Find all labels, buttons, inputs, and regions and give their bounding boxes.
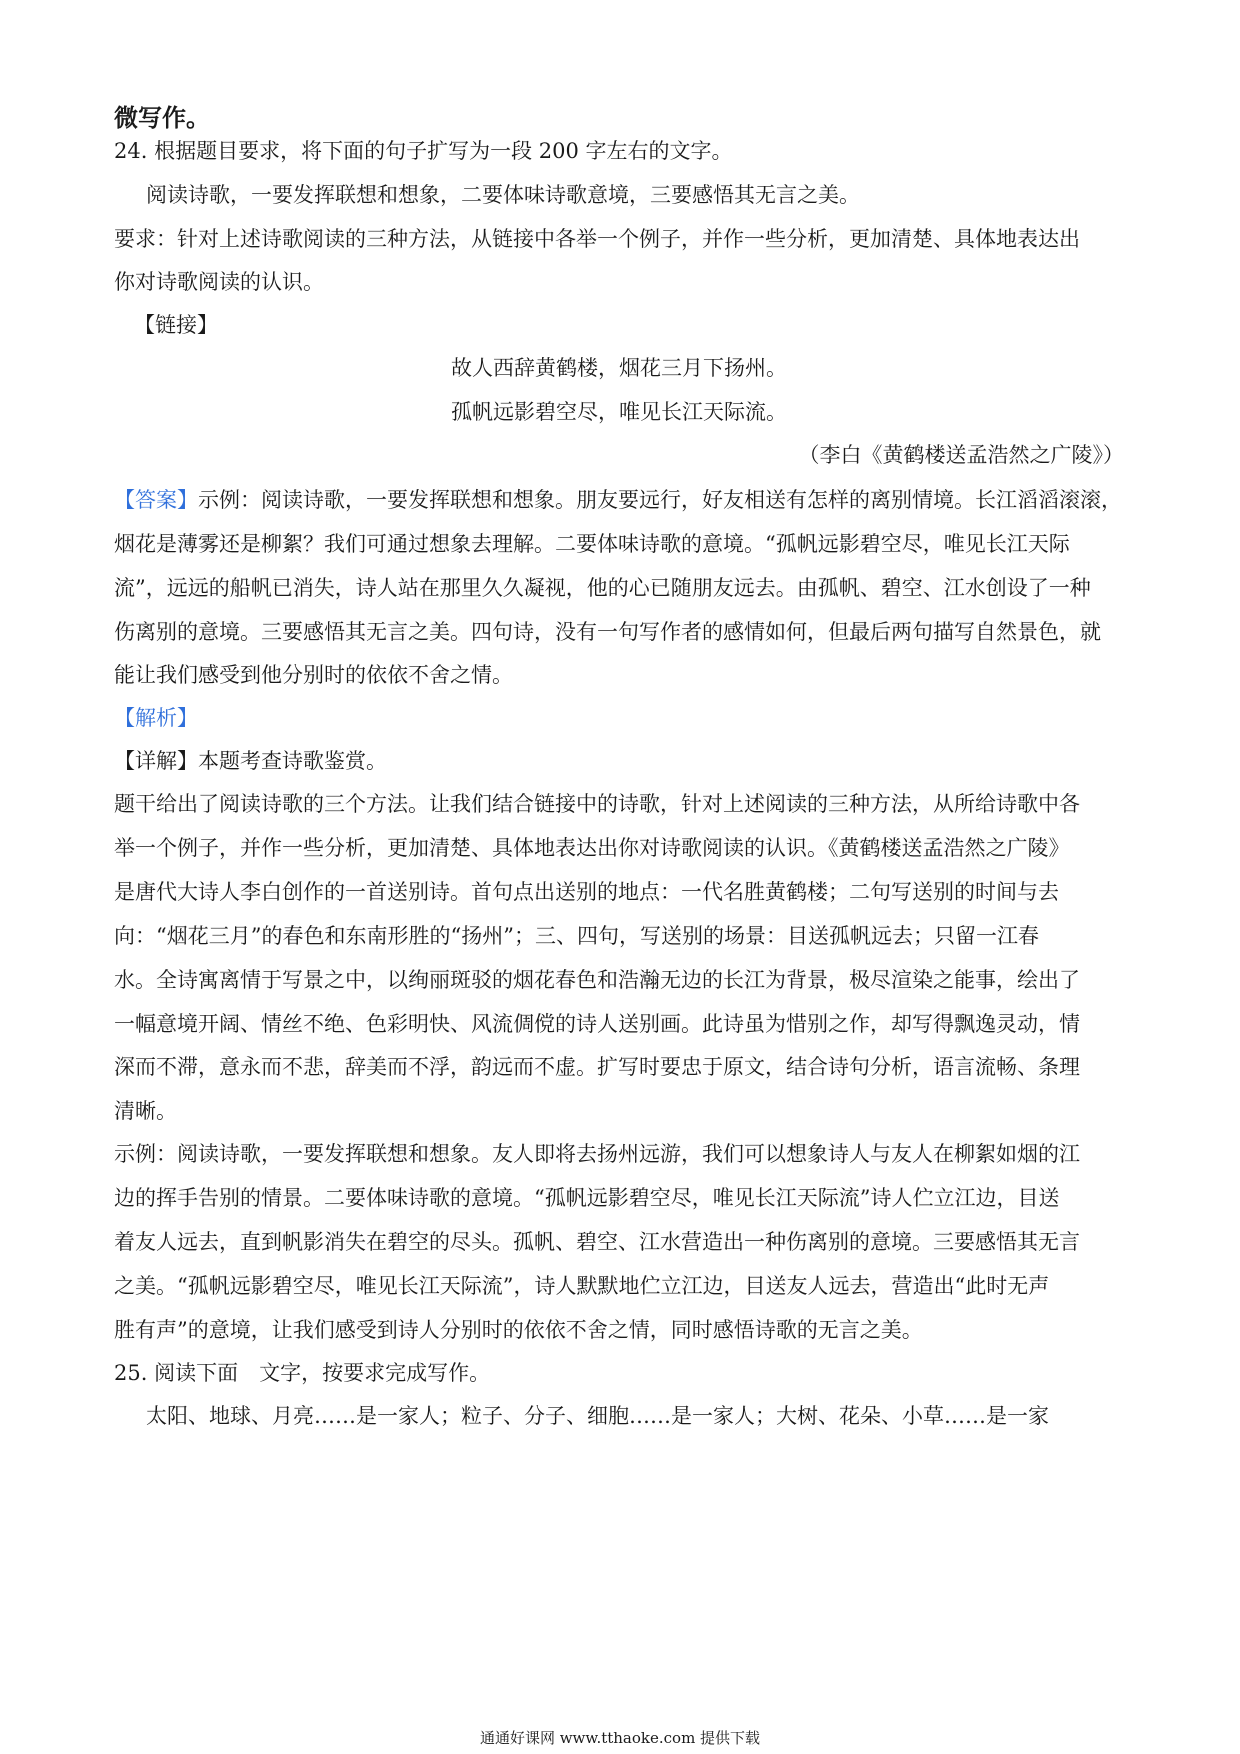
analysis-paragraph-line-1: 题干给出了阅读诗歌的三个方法。让我们结合链接中的诗歌，针对上述阅读的三种方法，从所给诗歌中各 bbox=[114, 792, 1080, 816]
answer-line-1 bbox=[114, 485, 1124, 515]
link-label: 【链接】 bbox=[134, 313, 218, 337]
example-line-4: 之美。“孤帆远影碧空尽，唯见长江天际流”，诗人默默地伫立江边，目送友人远去，营造出“此时无声 bbox=[114, 1274, 1050, 1298]
question-24-sentence: 阅读诗歌，一要发挥联想和想象，二要体味诗歌意境，三要感悟其无言之美。 bbox=[146, 183, 860, 207]
analysis-paragraph-line-4: 向：“烟花三月”的春色和东南形胜的“扬州”；三、四句，写送别的场景：目送孤帆远去；只留一江春 bbox=[114, 924, 1039, 948]
question-24-title: 24. 根据题目要求，将下面的句子扩写为一段 200 字左右的文字。 bbox=[114, 139, 733, 163]
analysis-detail: 【详解】本题考查诗歌鉴赏。 bbox=[114, 749, 387, 773]
analysis-paragraph-line-8: 清晰。 bbox=[114, 1099, 177, 1123]
page-footer: 通通好课网 www.tthaoke.com 提供下载 bbox=[479, 1729, 761, 1747]
example-line-2: 边的挥手告别的情景。二要体味诗歌的意境。“孤帆远影碧空尽，唯见长江天际流”诗人伫立江边，目送 bbox=[114, 1186, 1060, 1210]
answer-line-2: 烟花是薄雾还是柳絮？我们可通过想象去理解。二要体味诗歌的意境。“孤帆远影碧空尽，唯见长江天际 bbox=[114, 532, 1070, 556]
question-25-title: 25. 阅读下面 文字，按要求完成写作。 bbox=[114, 1361, 491, 1385]
analysis-paragraph-line-6: 一幅意境开阔、情丝不绝、色彩明快、风流倜傥的诗人送别画。此诗虽为惜别之作，却写得飘逸灵动，情 bbox=[114, 1012, 1080, 1036]
answer-line-3: 流”，远远的船帆已消失，诗人站在那里久久凝视，他的心已随朋友远去。由孤帆、碧空、江水创设了一种 bbox=[114, 576, 1091, 600]
poem-line-1: 故人西辞黄鹤楼，烟花三月下扬州。 bbox=[451, 356, 787, 380]
answer-line-5: 能让我们感受到他分别时的依依不舍之情。 bbox=[114, 663, 513, 687]
question-24-requirement-line-2: 你对诗歌阅读的认识。 bbox=[114, 270, 324, 294]
answer-line-4: 伤离别的意境。三要感悟其无言之美。四句诗，没有一句写作者的感情如何，但最后两句描写自然景色，就 bbox=[114, 620, 1101, 644]
answer-tag: 【答案】 bbox=[114, 488, 198, 512]
analysis-paragraph-line-7: 深而不滞，意永而不悲，辞美而不浮，韵远而不虚。扩写时要忠于原文，结合诗句分析，语言流畅、条理 bbox=[114, 1055, 1080, 1079]
analysis-paragraph-line-2: 举一个例子，并作一些分析，更加清楚、具体地表达出你对诗歌阅读的认识。《黄鹤楼送孟浩然之广陵》 bbox=[114, 836, 1070, 860]
section-heading: 微写作。 bbox=[114, 104, 210, 132]
analysis-tag: 【解析】 bbox=[114, 706, 198, 730]
analysis-paragraph-line-5: 水。全诗寓离情于写景之中，以绚丽斑驳的烟花春色和浩瀚无边的长江为背景，极尽渲染之能事，绘出了 bbox=[114, 968, 1080, 992]
question-25-text: 太阳、地球、月亮……是一家人；粒子、分子、细胞……是一家人；大树、花朵、小草……是一家 bbox=[146, 1404, 1049, 1428]
example-line-5: 胜有声”的意境，让我们感受到诗人分别时的依依不舍之情，同时感悟诗歌的无言之美。 bbox=[114, 1318, 923, 1342]
answer-text-1: 示例：阅读诗歌，一要发挥联想和想象。朋友要远行，好友相送有怎样的离别情境。长江滔滔滚滚， bbox=[198, 488, 1122, 512]
example-line-1: 示例：阅读诗歌，一要发挥联想和想象。友人即将去扬州远游，我们可以想象诗人与友人在柳絮如烟的江 bbox=[114, 1142, 1080, 1166]
poem-line-2: 孤帆远影碧空尽，唯见长江天际流。 bbox=[451, 400, 787, 424]
question-24-requirement-line-1: 要求：针对上述诗歌阅读的三种方法，从链接中各举一个例子，并作一些分析，更加清楚、具体地表达出 bbox=[114, 227, 1080, 251]
example-line-3: 着友人远去，直到帆影消失在碧空的尽头。孤帆、碧空、江水营造出一种伤离别的意境。三要感悟其无言 bbox=[114, 1230, 1080, 1254]
poem-source: （李白《黄鹤楼送孟浩然之广陵》） bbox=[798, 443, 1124, 467]
analysis-paragraph-line-3: 是唐代大诗人李白创作的一首送别诗。首句点出送别的地点：一代名胜黄鹤楼；二句写送别的时间与去 bbox=[114, 880, 1059, 904]
